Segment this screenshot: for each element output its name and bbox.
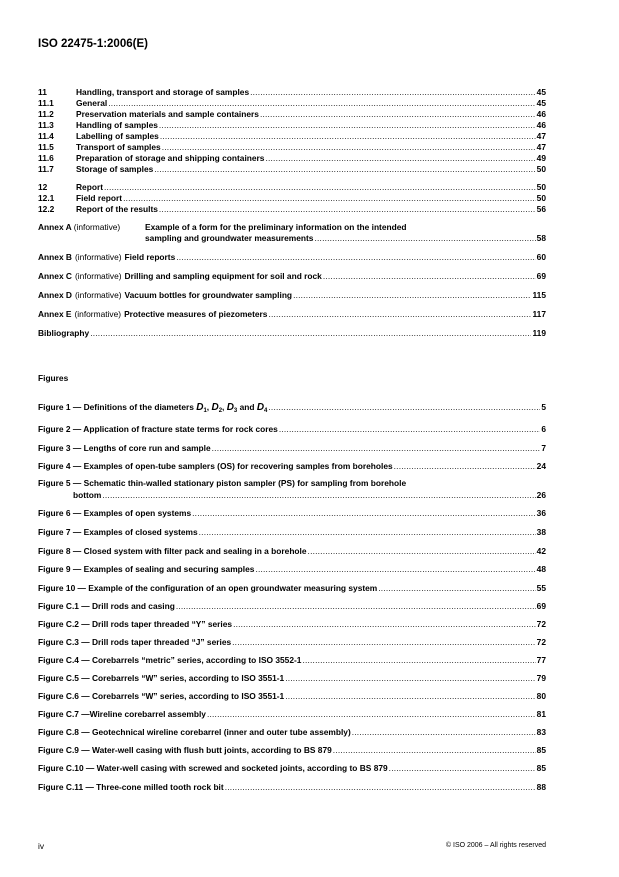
toc-entry[interactable]: 11.1 General ..... 45 — [38, 98, 546, 109]
page-number: iv — [38, 841, 45, 851]
document-id: ISO 22475-1:2006(E) — [38, 38, 148, 50]
leader-dots — [352, 727, 536, 738]
figure-entry[interactable]: Figure 7 — Examples of closed systems ..... 38 — [38, 527, 546, 538]
leader-dots — [265, 153, 535, 164]
leader-dots — [268, 309, 531, 320]
annex-a-title-line1[interactable]: Example of a form for the preliminary information on the intended — [145, 222, 407, 232]
figure-entry[interactable]: Figure 2 — Application of fracture state terms for rock cores ..... 6 — [38, 424, 546, 435]
figure-entry[interactable]: Figure C.2 — Drill rods taper threaded “Y” series ..... 72 — [38, 619, 546, 630]
leader-dots — [389, 763, 536, 774]
leader-dots — [323, 271, 536, 282]
leader-dots — [232, 637, 536, 648]
leader-dots — [162, 142, 536, 153]
leader-dots — [176, 252, 535, 263]
leader-dots — [233, 619, 536, 630]
toc-entry[interactable]: 12.2 Report of the results ..... 56 — [38, 204, 546, 215]
leader-dots — [250, 87, 536, 98]
leader-dots — [176, 601, 536, 612]
toc-entry[interactable]: 12.1 Field report ..... 50 — [38, 193, 546, 204]
figure-entry[interactable]: Figure C.4 — Corebarrels “metric” series, according to ISO 3552-1 ..... 77 — [38, 655, 546, 666]
figure-5-line2[interactable]: bottom ..... 26 — [73, 490, 546, 501]
leader-dots — [279, 424, 540, 435]
figure-entry[interactable]: Figure C.8 — Geotechnical wireline corebarrel (inner and outer tube assembly) ..... 83 — [38, 727, 546, 738]
figure-5-line1[interactable]: Figure 5 — Schematic thin-walled stationary piston sampler (PS) for sampling from borehole — [38, 478, 407, 488]
leader-dots — [260, 109, 536, 120]
figure-entry-1[interactable]: Figure 1 — Definitions of the diameters $D_1$, $D_2$, $D_3$ and $D_4$ ..... 5 — [38, 402, 546, 415]
leader-dots — [199, 527, 536, 538]
figure-entry[interactable]: Figure 3 — Lengths of core run and sample ..... 7 — [38, 443, 546, 454]
leader-dots — [160, 131, 536, 142]
toc-annex-entry[interactable]: Annex E (informative) Protective measures of piezometers ..... 117 — [38, 309, 546, 320]
figure-entry[interactable]: Figure C.7 —Wireline corebarrel assembly ..... 81 — [38, 709, 546, 720]
figure-entry[interactable]: Figure C.11 — Three-cone milled tooth rock bit ..... 88 — [38, 782, 546, 793]
leader-dots — [225, 782, 536, 793]
toc-annex-entry[interactable]: Annex B (informative) Field reports ..... 60 — [38, 252, 546, 263]
leader-dots — [255, 564, 535, 575]
leader-dots — [293, 290, 531, 301]
toc-entry[interactable]: 12 Report ..... 50 — [38, 182, 546, 193]
figures-heading: Figures — [38, 373, 69, 383]
leader-dots — [333, 745, 536, 756]
figure-entry[interactable]: Figure C.5 — Corebarrels “W” series, according to ISO 3551-1 ..... 79 — [38, 673, 546, 684]
figure-entry[interactable]: Figure C.9 — Water-well casing with flush butt joints, according to BS 879 ..... 85 — [38, 745, 546, 756]
figure-entry[interactable]: Figure C.3 — Drill rods taper threaded “J” series ..... 72 — [38, 637, 546, 648]
toc-bibliography[interactable]: Bibliography ..... 119 — [38, 328, 546, 339]
figure-entry[interactable]: Figure 8 — Closed system with filter pack and sealing in a borehole ..... 42 — [38, 546, 546, 557]
leader-dots — [314, 233, 535, 244]
toc-entry[interactable]: 11.7 Storage of samples ..... 50 — [38, 164, 546, 175]
toc-annex-entry[interactable]: Annex C (informative) Drilling and sampling equipment for soil and rock ..... 69 — [38, 271, 546, 282]
leader-dots — [102, 490, 535, 501]
annex-a-line1[interactable]: Annex A (informative) — [38, 222, 121, 232]
leader-dots — [268, 402, 540, 413]
leader-dots — [212, 443, 541, 454]
leader-dots — [308, 546, 536, 557]
leader-dots — [207, 709, 536, 720]
toc-entry[interactable]: 11.3 Handling of samples ..... 46 — [38, 120, 546, 131]
toc-entry[interactable]: 11.5 Transport of samples ..... 47 — [38, 142, 546, 153]
leader-dots — [108, 98, 535, 109]
leader-dots — [154, 164, 535, 175]
copyright-notice: © ISO 2006 – All rights reserved — [445, 842, 546, 849]
leader-dots — [90, 328, 531, 339]
annex-a-line2[interactable]: sampling and groundwater measurements ..... 58 — [145, 233, 546, 244]
toc-entry[interactable]: 11.6 Preparation of storage and shipping containers ..... 49 — [38, 153, 546, 164]
leader-dots — [192, 508, 536, 519]
figure-entry[interactable]: Figure C.10 — Water-well casing with screwed and socketed joints, according to BS 879 ..... 85 — [38, 763, 546, 774]
figure-entry[interactable]: Figure 9 — Examples of sealing and securing samples ..... 48 — [38, 564, 546, 575]
figure-entry[interactable]: Figure C.6 — Corebarrels “W” series, according to ISO 3551-1 ..... 80 — [38, 691, 546, 702]
toc-entry[interactable]: 11 Handling, transport and storage of samples ..... 45 — [38, 87, 546, 98]
toc-annex-entry[interactable]: Annex D (informative) Vacuum bottles for groundwater sampling ..... 115 — [38, 290, 546, 301]
figure-entry[interactable]: Figure 6 — Examples of open systems ..... 36 — [38, 508, 546, 519]
leader-dots — [285, 691, 535, 702]
leader-dots — [302, 655, 535, 666]
figure-entry[interactable]: Figure C.1 — Drill rods and casing ..... 69 — [38, 601, 546, 612]
leader-dots — [123, 193, 536, 204]
toc-entry[interactable]: 11.4 Labelling of samples ..... 47 — [38, 131, 546, 142]
leader-dots — [394, 461, 536, 472]
figure-entry[interactable]: Figure 4 — Examples of open-tube samplers (OS) for recovering samples from boreholes ..... 24 — [38, 461, 546, 472]
toc-entry[interactable]: 11.2 Preservation materials and sample containers ..... 46 — [38, 109, 546, 120]
leader-dots — [159, 120, 536, 131]
leader-dots — [378, 583, 535, 594]
leader-dots — [285, 673, 535, 684]
leader-dots — [159, 204, 536, 215]
leader-dots — [104, 182, 536, 193]
figure-entry[interactable]: Figure 10 — Example of the configuration of an open groundwater measuring system ..... 55 — [38, 583, 546, 594]
